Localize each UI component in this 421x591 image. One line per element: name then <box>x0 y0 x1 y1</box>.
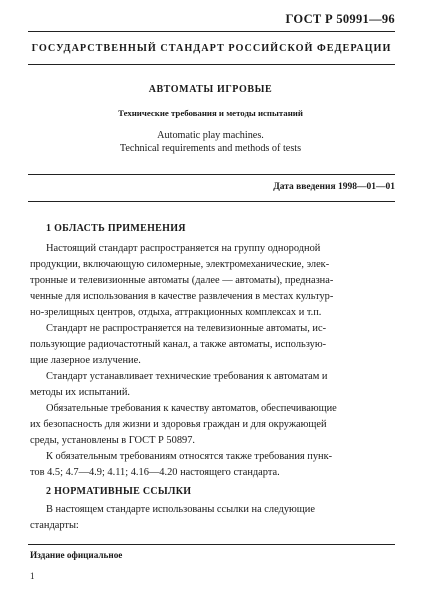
introduction-date: Дата введения 1998—01—01 <box>273 182 395 192</box>
header-code: ГОСТ Р 50991—96 <box>285 12 395 26</box>
english-title: Automatic play machines. <box>157 130 264 141</box>
section-1-paragraph-1 <box>30 241 394 321</box>
text-line: Настоящий стандарт распространяется на группу однородной <box>46 243 321 254</box>
text-line: тронные и телевизионные автоматы (далее — автоматы), предназна- <box>30 274 334 286</box>
text-line: К обязательным требованиям относятся также требования пунк- <box>46 451 333 462</box>
text-line: щие лазерное излучение. <box>30 354 141 366</box>
text-line: их безопасность для жизни и здоровья граждан и для окружающей <box>30 418 327 430</box>
text-line: продукции, включающую силомерные, электромеханические, элек- <box>30 258 330 270</box>
date-rule <box>28 174 395 175</box>
section-1-heading: 1 ОБЛАСТЬ ПРИМЕНЕНИЯ <box>46 223 186 234</box>
section-1-paragraph-2 <box>30 321 394 369</box>
text-line: пользующие радиочастотный канал, а также автоматы, использую- <box>30 338 327 350</box>
header-rule <box>28 31 395 32</box>
english-subtitle: Technical requirements and methods of tests <box>119 143 302 154</box>
text-line: стандарты: <box>30 519 79 531</box>
date-rule-2 <box>28 201 395 202</box>
text-line: ченные для использования в качестве развлечения в местах культур- <box>30 290 334 302</box>
footer-rule <box>28 544 395 545</box>
section-1-paragraph-3 <box>30 369 394 401</box>
document-subtitle: Технические требования и методы испытаний <box>118 108 303 118</box>
section-1-paragraph-4 <box>30 401 394 449</box>
section-2-paragraph-1 <box>30 502 394 534</box>
text-line: В настоящем стандарте использованы ссылки на следующие <box>46 504 315 515</box>
header-title: ГОСУДАРСТВЕННЫЙ СТАНДАРТ РОССИЙСКОЙ ФЕДЕРАЦИИ <box>31 43 392 54</box>
text-line: но-зрелищных центров, отдыха, аттракционных комплексах и т.п. <box>30 306 322 318</box>
section-2-heading: 2 НОРМАТИВНЫЕ ССЫЛКИ <box>46 486 192 497</box>
document-title: АВТОМАТЫ ИГРОВЫЕ <box>148 84 273 95</box>
page-number: 1 <box>30 571 35 581</box>
text-line: Обязательные требования к качеству автоматов, обеспечивающие <box>46 403 337 414</box>
footer-edition: Издание официальное <box>30 550 123 560</box>
text-line: Стандарт не распространяется на телевизионные автоматы, ис- <box>46 323 327 334</box>
header-rule-2 <box>28 64 395 65</box>
text-line: Стандарт устанавливает технические требования к автоматам и <box>46 371 328 382</box>
text-line: среды, установлены в ГОСТ Р 50897. <box>30 434 196 446</box>
text-line: тов 4.5; 4.7—4.9; 4.11; 4.16—4.20 настоящего стандарта. <box>30 466 280 478</box>
text-line: методы их испытаний. <box>30 386 130 398</box>
section-1-paragraph-5 <box>30 449 394 481</box>
